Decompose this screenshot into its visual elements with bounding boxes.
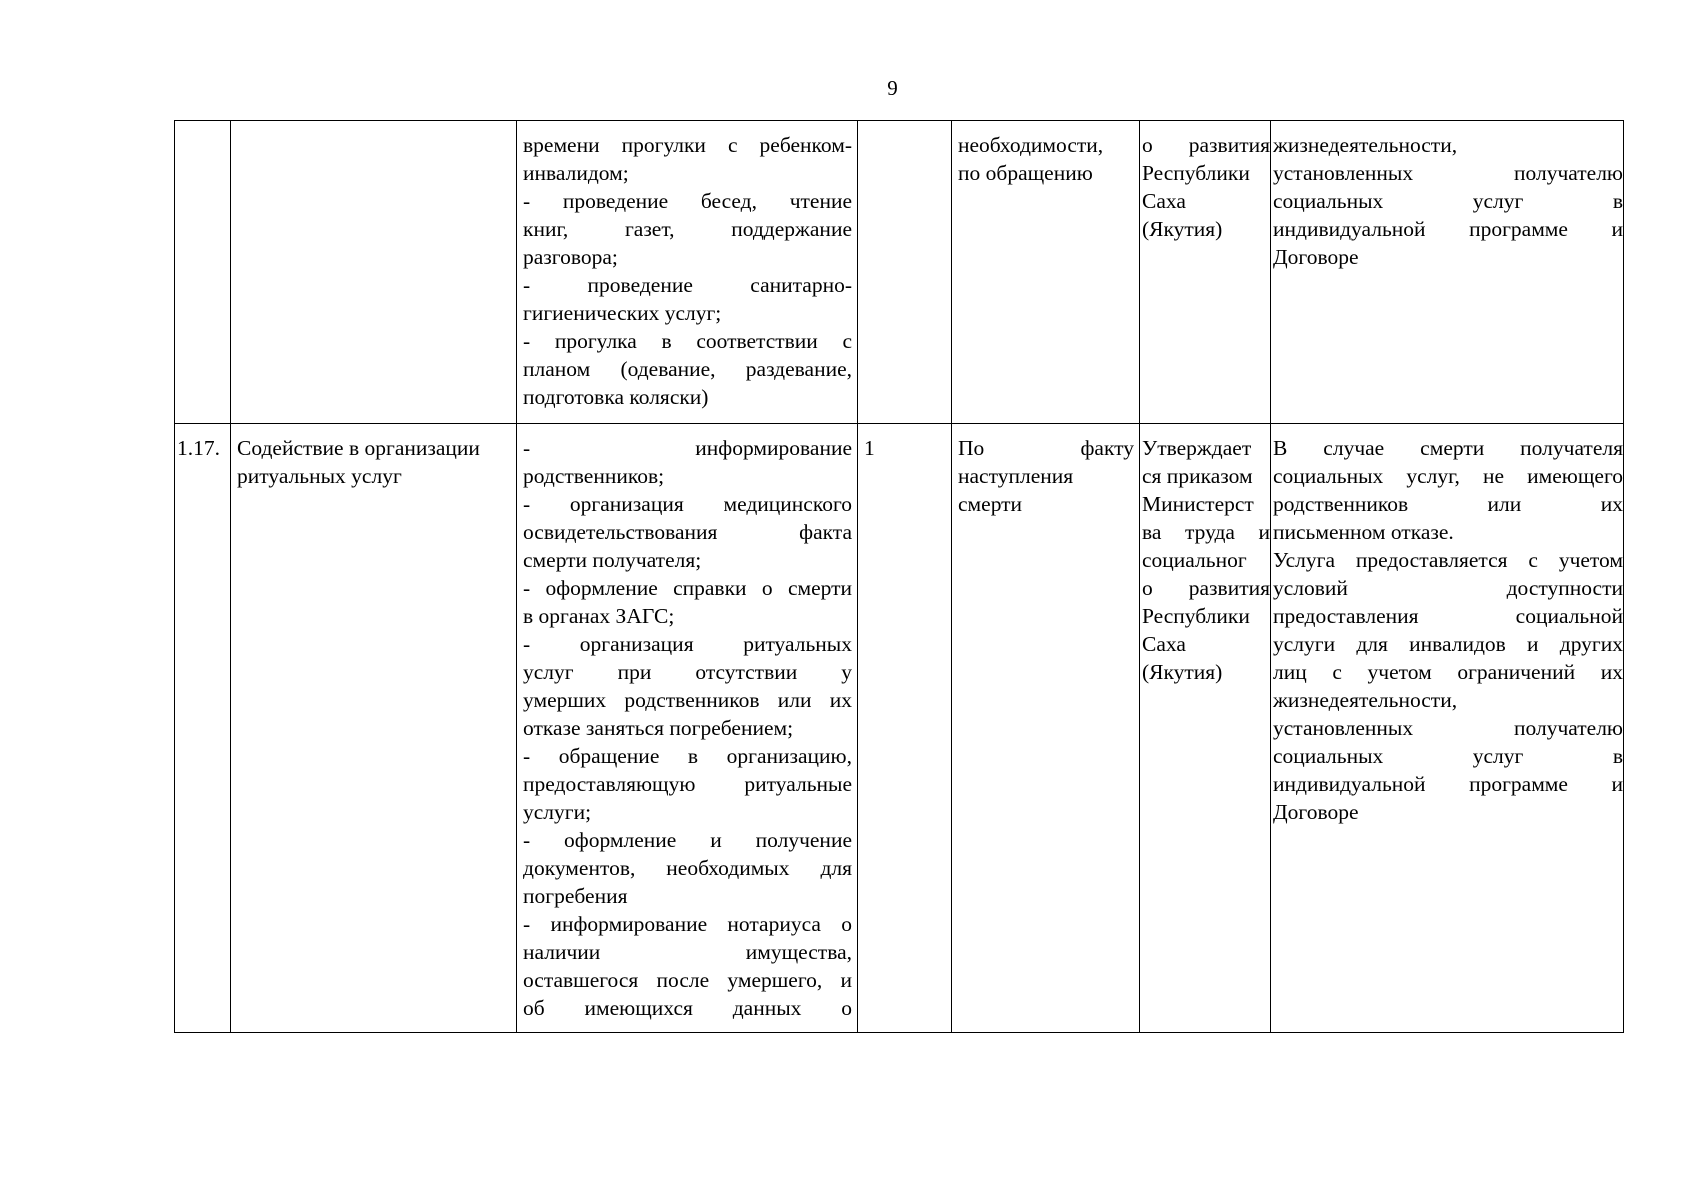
cell-text-line: индивидуальной программе и	[1273, 217, 1623, 241]
cell-text-line: Договоре	[1273, 245, 1359, 269]
cell-text-line: условий доступности	[1273, 576, 1623, 600]
cell-text-line: - организация медицинского	[523, 492, 852, 516]
cell-text-line: родственников;	[523, 464, 665, 488]
cell-text-line: - проведение бесед, чтение	[523, 189, 852, 213]
cell-text-line: погребения	[523, 884, 628, 908]
cell-text-line: (Якутия)	[1142, 217, 1223, 241]
cell-text-line: услуги для инвалидов и других	[1273, 632, 1623, 656]
cell-text-line: социальных услуг в	[1273, 744, 1623, 768]
service-rate-cell	[1140, 424, 1271, 1033]
cell-text-line: разговора;	[523, 245, 618, 269]
cell-text-line: книг, газет, поддержание	[523, 217, 852, 241]
cell-text-line: освидетельствования факта	[523, 520, 852, 544]
cell-text-line: социальных услуг в	[1273, 189, 1623, 213]
cell-text-line: - проведение санитарно-	[523, 273, 852, 297]
cell-text-line: - информирование	[523, 436, 852, 460]
service-content	[523, 434, 852, 1022]
service-rate	[1142, 131, 1270, 243]
cell-text-line: в органах ЗАГС;	[523, 604, 675, 628]
cell-text-line: о развития	[1142, 576, 1270, 600]
table-row	[175, 121, 1624, 424]
cell-text-line: ва труда и	[1142, 520, 1270, 544]
cell-text-line: социальног	[1142, 548, 1247, 572]
service-name: Содействие в организации ритуальных услуг	[237, 436, 480, 488]
service-rate-cell	[1140, 121, 1271, 424]
cell-text-line: (Якутия)	[1142, 660, 1223, 684]
cell-text-line: Утверждает	[1142, 436, 1252, 460]
cell-text-line: услуг при отсутствии у	[523, 660, 852, 684]
cell-text-line: лиц с учетом ограничений их	[1273, 660, 1623, 684]
service-periodicity	[958, 434, 1134, 518]
cell-text-line: В случае смерти получателя	[1273, 436, 1623, 460]
service-periodicity	[958, 131, 1134, 187]
cell-text-line: умерших родственников или их	[523, 688, 852, 712]
cell-text-line: о развития	[1142, 133, 1270, 157]
cell-text-line: Договоре	[1273, 800, 1359, 824]
cell-text-line: по обращению	[958, 161, 1093, 185]
service-conditions	[1273, 131, 1623, 271]
cell-text-line: документов, необходимых для	[523, 856, 852, 880]
cell-text-line: Республики	[1142, 161, 1250, 185]
cell-text-line: социальных услуг, не имеющего	[1273, 464, 1623, 488]
cell-text-line: жизнедеятельности,	[1273, 133, 1458, 157]
table-row	[175, 424, 1624, 1033]
service-name-cell	[231, 424, 517, 1033]
cell-text-line: - организация ритуальных	[523, 632, 852, 656]
service-number: 1.17.	[177, 436, 220, 460]
cell-text-line: Саха	[1142, 189, 1186, 213]
cell-text-line: необходимости,	[958, 133, 1104, 157]
cell-text-line: инвалидом;	[523, 161, 629, 185]
cell-text-line: - прогулка в соответствии с	[523, 329, 852, 353]
cell-text-line: письменном отказе.	[1273, 520, 1454, 544]
service-conditions	[1273, 434, 1623, 826]
cell-text-line: - обращение в организацию,	[523, 744, 852, 768]
cell-text-line: - оформление и получение	[523, 828, 852, 852]
service-rate	[1142, 434, 1270, 686]
cell-text-line: оставшегося после умершего, и	[523, 968, 852, 992]
cell-text-line: установленных получателю	[1273, 161, 1623, 185]
cell-text-line: - оформление справки о смерти	[523, 576, 852, 600]
cell-text-line: подготовка коляски)	[523, 385, 709, 409]
service-content	[523, 131, 852, 411]
cell-text-line: Министерст	[1142, 492, 1254, 516]
cell-text-line: Услуга предоставляется с учетом	[1273, 548, 1623, 572]
cell-text-line: планом (одевание, раздевание,	[523, 357, 852, 381]
service-volume: 1	[864, 436, 875, 460]
cell-text-line: смерти получателя;	[523, 548, 702, 572]
cell-text-line: Саха	[1142, 632, 1186, 656]
cell-text-line: смерти	[958, 492, 1023, 516]
cell-text-line: ся приказом	[1142, 464, 1253, 488]
cell-text-line: об имеющихся данных о	[523, 996, 852, 1020]
cell-text-line: предоставления социальной	[1273, 604, 1623, 628]
service-content-cell	[517, 424, 858, 1033]
cell-text-line: времени прогулки с ребенком-	[523, 133, 852, 157]
cell-text-line: - информирование нотариуса о	[523, 912, 852, 936]
service-periodicity-cell	[952, 121, 1140, 424]
cell-text-line: жизнедеятельности,	[1273, 688, 1458, 712]
page-number: 9	[887, 76, 898, 100]
services-table	[174, 120, 1624, 1033]
cell-text-line: услуги;	[523, 800, 592, 824]
cell-text-line: По факту	[958, 436, 1134, 460]
cell-text-line: наличии имущества,	[523, 940, 852, 964]
service-name-cell	[231, 121, 517, 424]
cell-text-line: гигиенических услуг;	[523, 301, 722, 325]
cell-text-line: родственников или их	[1273, 492, 1623, 516]
cell-text-line: установленных получателю	[1273, 716, 1623, 740]
service-number-cell	[175, 121, 231, 424]
cell-text-line: Республики	[1142, 604, 1250, 628]
service-conditions-cell	[1271, 424, 1624, 1033]
service-number-cell	[175, 424, 231, 1033]
service-periodicity-cell	[952, 424, 1140, 1033]
service-volume-cell	[858, 121, 952, 424]
cell-text-line: отказе заняться погребением;	[523, 716, 794, 740]
service-content-cell	[517, 121, 858, 424]
cell-text-line: предоставляющую ритуальные	[523, 772, 852, 796]
service-volume-cell	[858, 424, 952, 1033]
service-conditions-cell	[1271, 121, 1624, 424]
cell-text-line: индивидуальной программе и	[1273, 772, 1623, 796]
cell-text-line: наступления	[958, 464, 1074, 488]
